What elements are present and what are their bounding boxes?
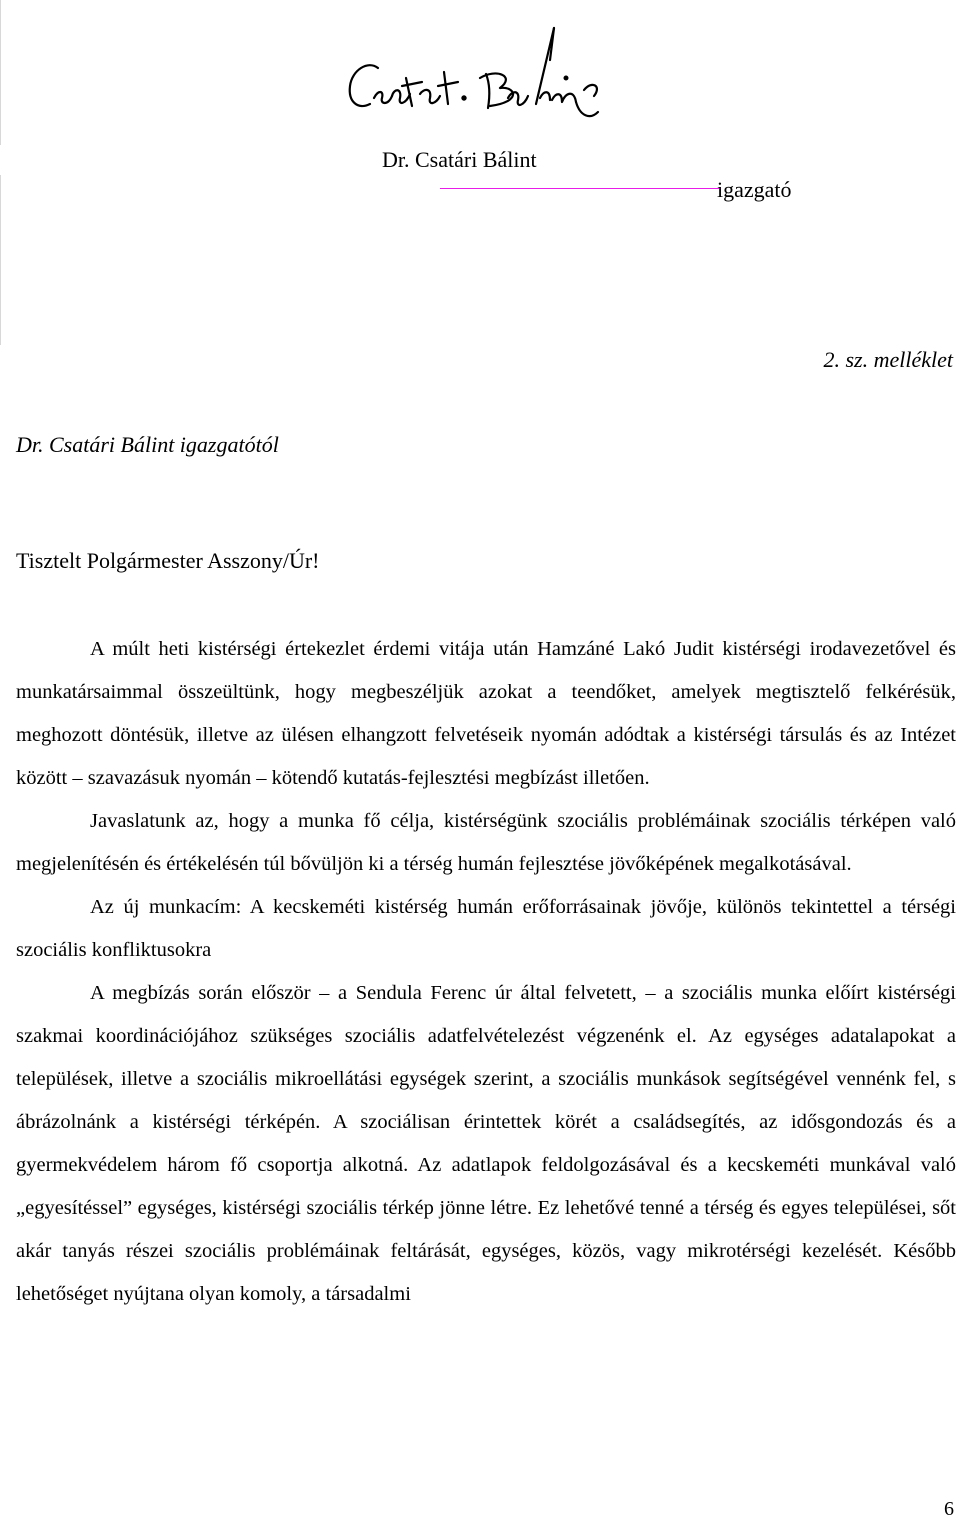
page-number: 6 <box>944 1498 954 1520</box>
left-margin-line-bottom <box>0 175 1 345</box>
paragraph-2: Javaslatunk az, hogy a munka fő célja, kistérségünk szociális problémáinak szociális térképen való megjelenítésén és értékelésén túl bővüljön ki a térség humán fejlesztése jövőképének megalkotásával. <box>16 810 956 875</box>
signer-name: Dr. Csatári Bálint <box>382 147 537 172</box>
paragraph-1: A múlt heti kistérségi értekezlet érdemi vitája után Hamzáné Lakó Judit kistérségi irodavezetővel és munkatársaimmal összeültünk, hogy megbeszéljük azokat a teendőket, amelyek megtisztelő felkérésük, meghozott döntésük, illetve az ülésen elhangzott felvetéseik nyomán adódtak a kistérségi társulás és az Intézet között – szavazásuk nyomán – kötendő kutatás-fejlesztési megbízást illetően. <box>16 638 956 789</box>
from-line: Dr. Csatári Bálint igazgatótól <box>16 432 279 457</box>
handwritten-signature <box>340 20 620 130</box>
annex-label: 2. sz. melléklet <box>823 347 953 372</box>
paragraph-3: Az új munkacím: A kecskeméti kistérség humán erőforrásainak jövője, különös tekintettel a térségi szociális konfliktusokra <box>16 896 956 961</box>
left-margin-line-top <box>0 0 1 145</box>
signature-rule <box>440 188 720 189</box>
paragraph-4: A megbízás során először – a Sendula Ferenc úr által felvetett, – a szociális munka előírt kistérségi szakmai koordinációjához szükséges szociális adatfelvételezést végzenénk el. Az egységes adatalapokat a települések, illetve a szociális mikroellátási egységek szerint, a szociális munkások segítségével vennénk fel, s ábrázolnánk a kistérségi térképén. A szociálisan érintettek körét a családsegítés, az idősgondozás és a gyermekvédelem három fő csoportja alkotná. Az adatlapok feldolgozásával és a kecskeméti munkával való „egyesítéssel” egységes, kistérségi szociális térkép jönne létre. Ez lehetővé tenné a térség és egyes települései, sőt akár tanyás részei szociális problémáinak feltárását, egységes, közös, vagy mikrotérségi kezelését. Később lehetőséget nyújtana olyan komoly, a társadalmi <box>16 982 956 1305</box>
salutation: Tisztelt Polgármester Asszony/Úr! <box>16 548 320 573</box>
signer-title: igazgató <box>717 177 792 202</box>
letter-body <box>16 628 956 1316</box>
